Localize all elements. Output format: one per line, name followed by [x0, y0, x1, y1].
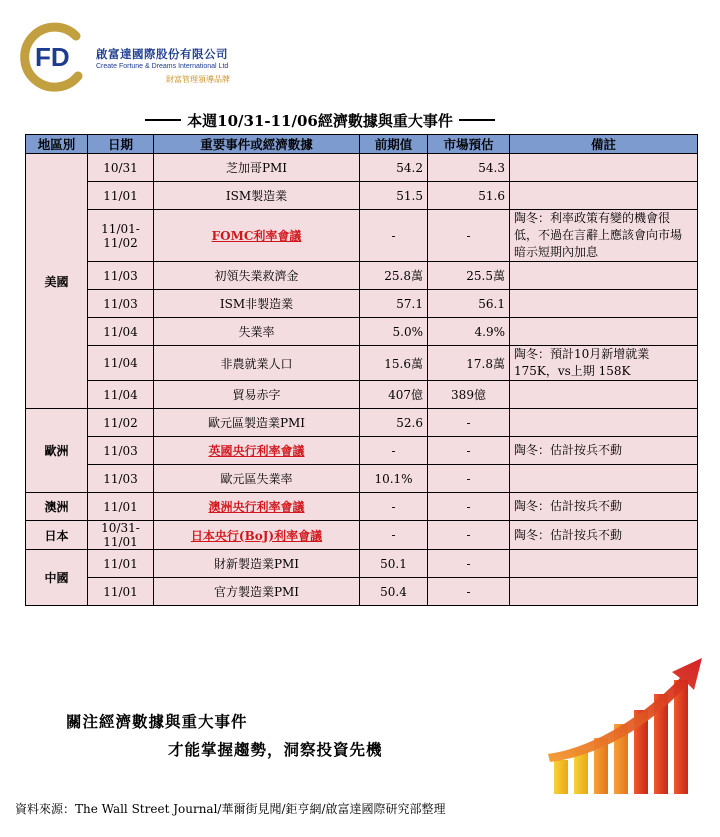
row-prev: 52.6 [360, 409, 428, 437]
header-region: 地區別 [26, 135, 88, 154]
region-au: 澳洲 [26, 493, 88, 521]
table-row [26, 381, 698, 409]
row-event: 失業率 [154, 318, 360, 346]
table-row [26, 578, 698, 606]
row-est: - [428, 578, 510, 606]
row-event: 芝加哥PMI [154, 154, 360, 182]
row-event: ISM製造業 [154, 182, 360, 210]
row-event: ISM非製造業 [154, 290, 360, 318]
table-row [26, 409, 698, 437]
title-rule-right [459, 119, 495, 121]
row-prev: - [360, 437, 428, 465]
company-name-cn: 啟富達國際股份有限公司 [96, 47, 228, 61]
company-name-en: Create Fortune & Dreams International Ltd [96, 63, 229, 70]
event-highlight: FOMC利率會議 [211, 229, 302, 243]
table-row [26, 154, 698, 182]
row-est: 17.8萬 [428, 346, 510, 381]
row-prev: 25.8萬 [360, 262, 428, 290]
header-event: 重要事件或經濟數據 [154, 135, 360, 154]
row-est: 25.5萬 [428, 262, 510, 290]
source-note: 資料來源：The Wall Street Journal/華爾街見聞/鉅亨網/啟富達國際研究部整理 [15, 802, 446, 816]
header-date: 日期 [88, 135, 154, 154]
row-est: 56.1 [428, 290, 510, 318]
row-event [154, 521, 360, 550]
row-prev: 15.6萬 [360, 346, 428, 381]
title-row [100, 110, 540, 130]
region-us: 美國 [26, 154, 88, 409]
row-prev: 10.1% [360, 465, 428, 493]
row-date: 11/04 [88, 381, 154, 409]
header-previous: 前期值 [360, 135, 428, 154]
region-jp: 日本 [26, 521, 88, 550]
row-est: - [428, 550, 510, 578]
table-row [26, 210, 698, 262]
table-row [26, 262, 698, 290]
svg-text:FD: FD [35, 42, 70, 72]
row-est: - [428, 210, 510, 262]
row-date: 11/03 [88, 437, 154, 465]
row-prev: - [360, 210, 428, 262]
row-note: 陶冬：估計按兵不動 [510, 437, 698, 465]
table-row [26, 493, 698, 521]
table-row [26, 346, 698, 381]
header-note: 備註 [510, 135, 698, 154]
row-note [510, 381, 698, 409]
row-date: 11/01 [88, 182, 154, 210]
row-date: 11/01 [88, 578, 154, 606]
title-rule-left [145, 119, 181, 121]
row-note [510, 578, 698, 606]
row-date: 11/01 [88, 550, 154, 578]
row-event: 財新製造業PMI [154, 550, 360, 578]
row-event: 非農就業人口 [154, 346, 360, 381]
row-date: 11/04 [88, 318, 154, 346]
region-cn: 中國 [26, 550, 88, 606]
events-table [25, 134, 698, 606]
row-prev: 54.2 [360, 154, 428, 182]
row-est: 389億 [428, 381, 510, 409]
slogan-line-1: 關注經濟數據與重大事件 [66, 712, 248, 731]
row-prev: 51.5 [360, 182, 428, 210]
row-event [154, 437, 360, 465]
row-est: - [428, 493, 510, 521]
row-est: - [428, 409, 510, 437]
table-row [26, 318, 698, 346]
bar-7-icon [674, 680, 688, 794]
row-note [510, 550, 698, 578]
row-date: 11/02 [88, 409, 154, 437]
row-date: 11/03 [88, 262, 154, 290]
row-note: 陶冬：預計10月新增就業175K，vs上期 158K [510, 346, 698, 381]
row-note [510, 465, 698, 493]
fd-logo-icon [18, 20, 90, 94]
slogan-line-2: 才能掌握趨勢，洞察投資先機 [168, 740, 383, 759]
row-event: 歐元區製造業PMI [154, 409, 360, 437]
table-row [26, 437, 698, 465]
row-est: 4.9% [428, 318, 510, 346]
row-note [510, 182, 698, 210]
row-prev: 57.1 [360, 290, 428, 318]
row-note [510, 290, 698, 318]
row-note [510, 318, 698, 346]
row-note [510, 154, 698, 182]
row-prev: 5.0% [360, 318, 428, 346]
company-logo [18, 20, 258, 100]
row-date: 11/01 [88, 493, 154, 521]
page-title: 本週10/31-11/06經濟數據與重大事件 [187, 111, 453, 130]
row-date: 11/04 [88, 346, 154, 381]
row-note [510, 262, 698, 290]
header-estimate: 市場預估 [428, 135, 510, 154]
row-date: 10/31 [88, 154, 154, 182]
company-tagline: 財富管理領導品牌 [166, 75, 230, 84]
table-row [26, 182, 698, 210]
table-row [26, 550, 698, 578]
row-est: - [428, 437, 510, 465]
row-event: 官方製造業PMI [154, 578, 360, 606]
table-row [26, 290, 698, 318]
row-event: 初領失業救濟金 [154, 262, 360, 290]
row-est: 51.6 [428, 182, 510, 210]
event-highlight: 澳洲央行利率會議 [208, 500, 305, 514]
row-est: - [428, 521, 510, 550]
event-highlight: 日本央行(BoJ)利率會議 [190, 528, 323, 543]
rising-bars-illustration [540, 650, 715, 800]
row-event: 貿易赤字 [154, 381, 360, 409]
row-event: 歐元區失業率 [154, 465, 360, 493]
table-row [26, 465, 698, 493]
row-prev: - [360, 521, 428, 550]
row-note: 陶冬：估計按兵不動 [510, 493, 698, 521]
row-prev: 50.4 [360, 578, 428, 606]
bar-1-icon [554, 760, 568, 794]
row-date: 10/31-11/01 [88, 521, 154, 550]
row-note: 陶冬：利率政策有變的機會很低，不過在言辭上應該會向市場暗示短期內加息 [510, 210, 698, 262]
event-highlight: 英國央行利率會議 [208, 444, 305, 458]
row-event [154, 493, 360, 521]
table-header-row [26, 135, 698, 154]
row-est: 54.3 [428, 154, 510, 182]
row-prev: 50.1 [360, 550, 428, 578]
region-eu: 歐洲 [26, 409, 88, 493]
row-note: 陶冬：估計按兵不動 [510, 521, 698, 550]
row-date: 11/03 [88, 465, 154, 493]
row-est: - [428, 465, 510, 493]
row-event [154, 210, 360, 262]
table-row [26, 521, 698, 550]
row-prev: 407億 [360, 381, 428, 409]
row-note [510, 409, 698, 437]
row-date: 11/03 [88, 290, 154, 318]
row-prev: - [360, 493, 428, 521]
row-date: 11/01-11/02 [88, 210, 154, 262]
